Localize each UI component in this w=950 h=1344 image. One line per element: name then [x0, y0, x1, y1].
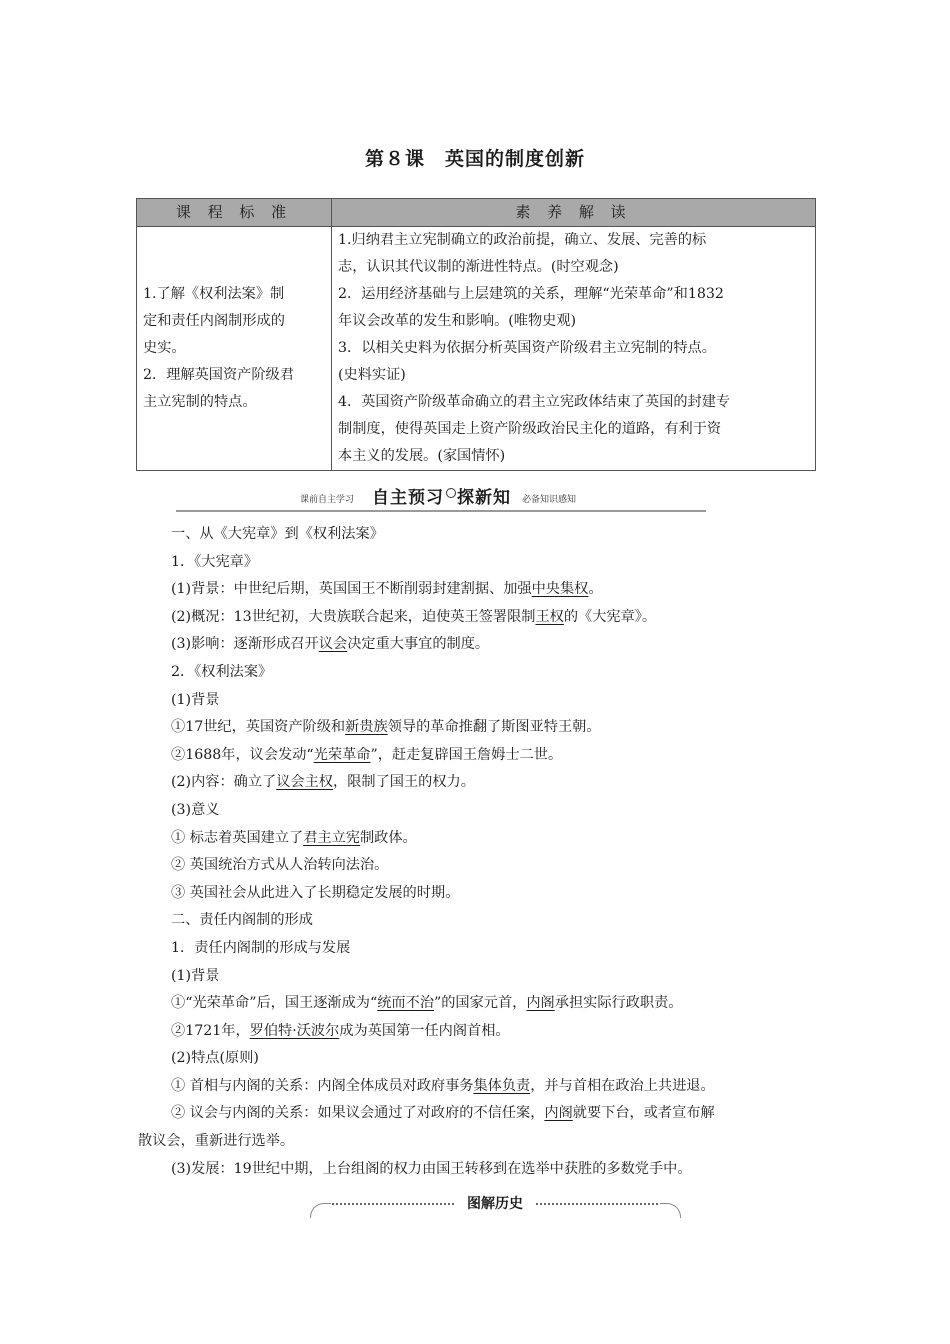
- heading-one: 一、从《大宪章》到《权利法案》: [171, 526, 384, 542]
- text-line: (1)背景: [171, 691, 220, 708]
- text-line: ① 标志着英国建立了君主立宪制政体。: [171, 829, 417, 846]
- standards-line: 2．理解英国资产阶级君: [143, 367, 294, 383]
- footer-dots-right: [536, 1203, 658, 1205]
- banner-left-small: 课前自主学习: [300, 495, 355, 505]
- blank-answer: 君主立宪: [303, 829, 360, 846]
- banner-divider-icon: [446, 488, 456, 498]
- page-title: 第８课 英国的制度创新: [364, 148, 585, 170]
- text-line: ②1721年，罗伯特·沃波尔成为英国第一任内阁首相。: [171, 1022, 510, 1039]
- text-line: (3)意义: [171, 801, 220, 818]
- text-line: (2)概况：13世纪初，大贵族联合起来，迫使英王签署限制王权的《大宪章》。: [171, 608, 657, 625]
- literacy-line: 4．英国资产阶级革命确立的君主立宪政体结束了英国的封建专: [338, 394, 731, 410]
- blank-answer: 议会主权: [276, 774, 333, 791]
- standards-cell: [137, 227, 332, 471]
- table-header-standards: 课 程 标 准: [137, 199, 332, 227]
- text-line: (2)特点(原则): [171, 1050, 259, 1067]
- footer-dots-left: [332, 1203, 454, 1205]
- footer-banner: [310, 1193, 680, 1217]
- literacy-line: 年议会改革的发生和影响。(唯物史观): [338, 313, 577, 329]
- blank-answer: 光荣革命: [313, 746, 371, 763]
- literacy-line: 1.归纳君主立宪制确立的政治前提，确立、发展、完善的标: [338, 232, 707, 248]
- standards-line: 史实。: [143, 340, 186, 356]
- curriculum-table: [136, 198, 816, 471]
- blank-answer: 内阁: [544, 1105, 573, 1122]
- literacy-line: 本主义的发展。(家国情怀): [338, 448, 506, 464]
- text-line: ② 英国统治方式从人治转向法治。: [171, 857, 389, 874]
- footer-curve-right: [660, 1203, 681, 1218]
- blank-answer: 集体负责: [473, 1077, 531, 1094]
- literacy-line: 3．以相关史料为依据分析英国资产阶级君主立宪制的特点。: [338, 340, 716, 356]
- banner-title-right: 探新知: [457, 488, 511, 508]
- text-line: (1)背景：中世纪后期，英国国王不断削弱封建割据、加强中央集权。: [171, 581, 603, 598]
- text-line: ①“光荣革命”后，国王逐渐成为“统而不治”的国家元首，内阁承担实际行政职责。: [171, 995, 683, 1012]
- subheading: 2．《权利法案》: [171, 663, 273, 680]
- text-line: (3)影响：逐渐形成召开议会决定重大事宜的制度。: [171, 636, 490, 653]
- standards-line: 1.了解《权利法案》制: [143, 286, 285, 302]
- blank-answer: 统而不治: [377, 995, 434, 1012]
- text-line: ②1688年，议会发动“光荣革命”，赶走复辟国王詹姆士二世。: [171, 746, 563, 763]
- text-line: ③ 英国社会从此进入了长期稳定发展的时期。: [171, 884, 460, 901]
- text-line: (2)内容：确立了议会主权，限制了国王的权力。: [171, 774, 475, 791]
- text-line: ①17世纪，英国资产阶级和新贵族领导的革命推翻了斯图亚特王朝。: [171, 719, 601, 736]
- text-line: (1)背景: [171, 967, 220, 984]
- blank-answer: 内阁: [526, 995, 555, 1012]
- literacy-line: 制制度，使得英国走上资产阶级政治民主化的道路，有利于资: [338, 421, 722, 437]
- text-line: ① 首相与内阁的关系：内阁全体成员对政府事务集体负责，并与首相在政治上共进退。: [171, 1077, 715, 1094]
- subheading: 1．责任内阁制的形成与发展: [171, 939, 351, 956]
- blank-answer: 议会: [318, 636, 348, 653]
- heading-two: 二、责任内阁制的形成: [171, 912, 313, 929]
- blank-answer: 罗伯特·沃波尔: [249, 1022, 340, 1039]
- blank-answer: 中央集权: [531, 581, 589, 598]
- footer-label: 图解历史: [467, 1196, 523, 1212]
- section-banner: [176, 480, 706, 512]
- literacy-line: 2．运用经济基础与上层建筑的关系，理解“光荣革命”和1832: [338, 286, 724, 302]
- text-line: (3)发展：19世纪中期，上台组阁的权力由国王转移到在选举中获胜的多数党手中。: [171, 1160, 692, 1177]
- literacy-line: (史料实证): [338, 367, 406, 383]
- blank-answer: 王权: [535, 608, 564, 625]
- text-line: ② 议会与内阁的关系：如果议会通过了对政府的不信任案，内阁就要下台，或者宣布解: [171, 1105, 715, 1122]
- main-content: [138, 521, 818, 1183]
- literacy-line: 志，认识其代议制的渐进性特点。(时空观念): [338, 259, 619, 275]
- blank-answer: 新贵族: [345, 719, 388, 736]
- subheading: 1．《大宪章》: [171, 553, 259, 570]
- standards-line: 定和责任内阁制形成的: [143, 313, 285, 329]
- standards-line: 主立宪制的特点。: [143, 394, 257, 410]
- banner-title-left: 自主预习: [372, 488, 444, 508]
- banner-right-small: 必备知识感知: [522, 495, 577, 505]
- text-line: 散议会，重新进行选举。: [138, 1133, 295, 1150]
- literacy-cell: [332, 227, 816, 471]
- footer-curve-left: [310, 1203, 331, 1218]
- table-header-literacy: 素 养 解 读: [332, 199, 816, 227]
